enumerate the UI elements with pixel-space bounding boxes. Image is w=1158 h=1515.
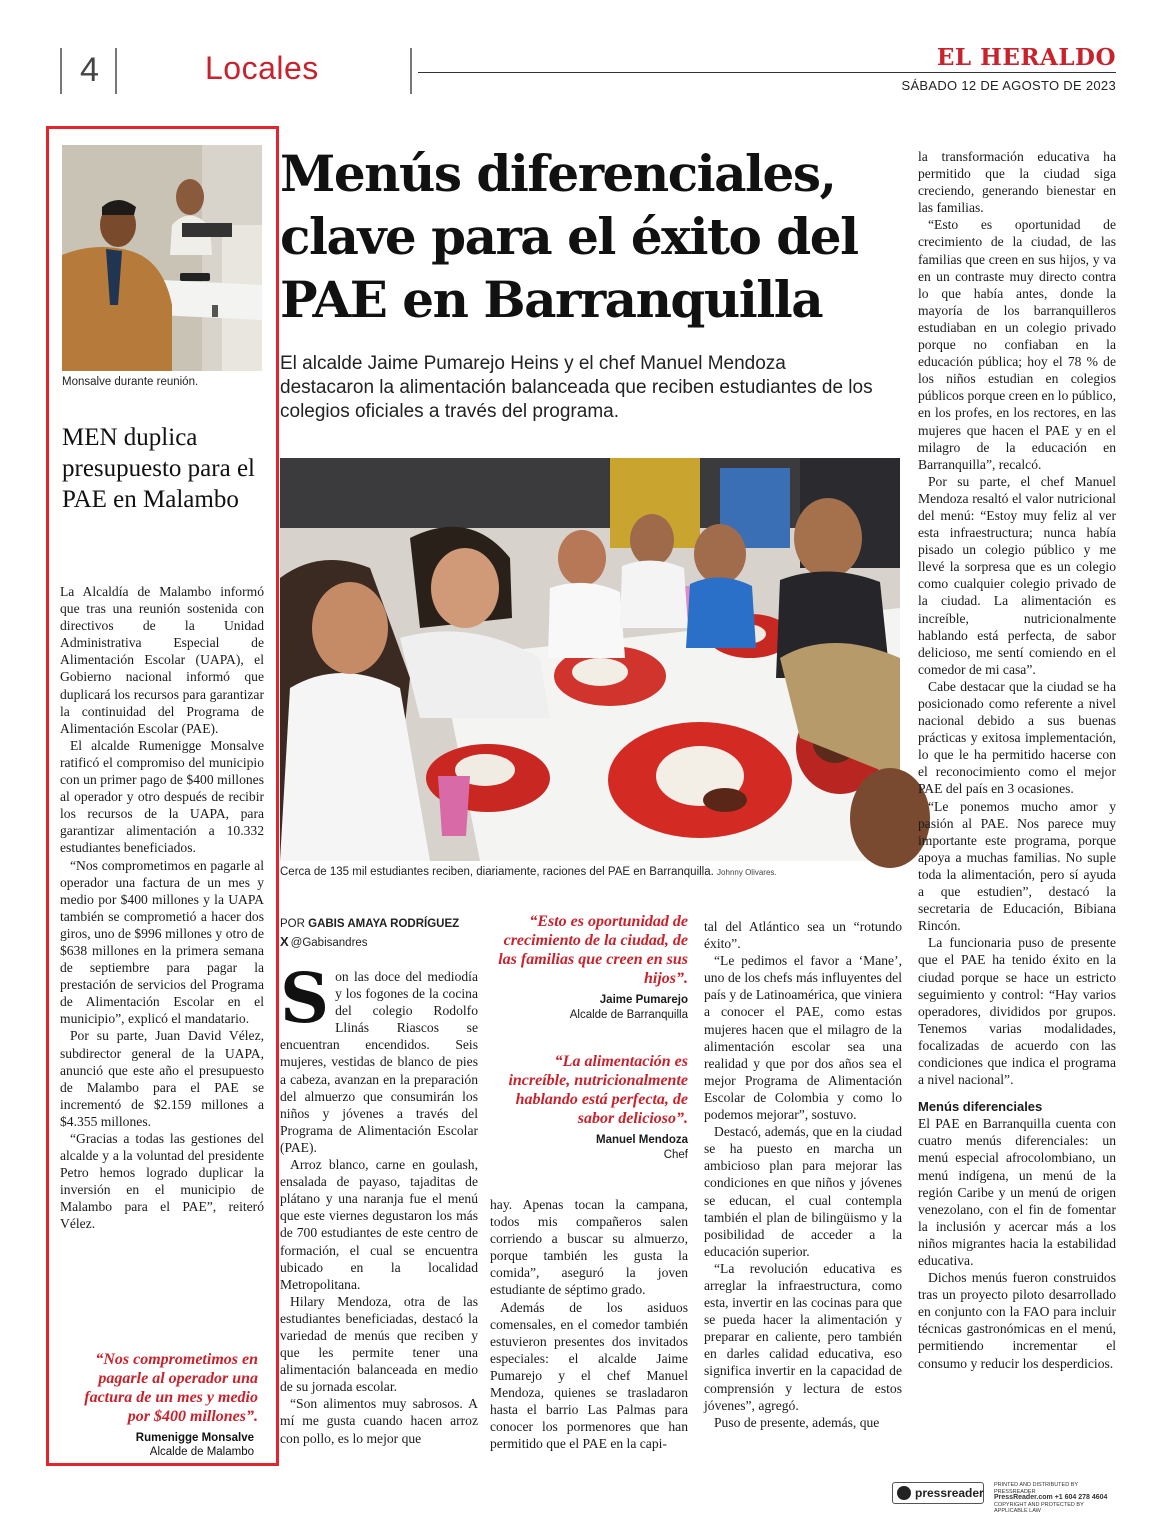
pull-quote-2: “La alimentación es increíble, nutricionalmente hablando está perfecta, de sabor delicioso”. <box>508 1053 688 1127</box>
article-paragraph: El PAE en Barranquilla cuenta con cuatro menús diferenciales: un menú especial afrocolombiano, un menú indígena, un menú de la región Caribe y un menú de origen venezolano, con el fin de fomentar la inclusión y acercar más a los niños migrantes hacia la estabilidad educativa. <box>918 1116 1116 1268</box>
newspaper-name: EL HERALDO <box>936 44 1116 71</box>
pressreader-logo[interactable] <box>892 1482 984 1504</box>
article-paragraph: Hilary Mendoza, otra de las estudiantes beneficiadas, destacó la variedad de menús que reciben y que les permite tener una alimentación balanceada en medio de su jornada escolar. <box>280 1293 478 1395</box>
sidebar-title: MEN duplica presupuesto para el PAE en Malambo <box>62 424 255 513</box>
sidebar-body <box>60 583 264 1233</box>
article-headline: Menús diferenciales, clave para el éxito del PAE en Barranquilla <box>280 144 858 329</box>
pressreader-line-3: COPYRIGHT AND PROTECTED BY APPLICABLE LAW <box>994 1501 1084 1515</box>
lead-text: on las doce del mediodía y los fogones de la cocina del colegio Rodolfo Llinás Riascos se encuentran encendidos. Seis mujeres, vestidas de blanco de pies a cabeza, avanzan en la preparación del almuerzo que consumirán los niños y jóvenes a través del Programa de Alimentación Escolar (PAE). <box>280 969 478 1155</box>
sidebar-paragraph: La Alcaldía de Malambo informó que tras una reunión sostenida con directivos de la Unidad Administrativa Especial de Alimentación Escolar (UAPA), el Gobierno nacional informó que duplicará los recursos para garantizar la continuidad del Programa de Alimentación Escolar (PAE). <box>60 584 264 736</box>
page-number: 4 <box>60 48 117 94</box>
article-column-3 <box>704 918 902 1431</box>
pressreader-notice <box>994 1482 1118 1515</box>
article-paragraph: Por su parte, el chef Manuel Mendoza resaltó el valor nutricional del menú: “Estoy muy feliz al ver esta infraestructura; nunca había pisado un colegio público y me llevé la sorpresa que es un colegio como cualquier colegio privado de la ciudad. La alimentación es increíble, nutricionalmente hablando está perfecta, de sabor delicioso, me sentí comiendo en el comedor de mi casa”. <box>918 473 1116 677</box>
article-paragraph: “Le pedimos el favor a ‘Mane’, uno de los chefs más influyentes del país y de Latinoamérica, que viniera a conocer el PAE, como estas mujeres hacen que el milagro de la alimentación escolar sea una realidad y que por dos años sea el mejor Programa de Alimentación Escolar de Colombia y como lo podemos mejorar”, sostuvo. <box>704 953 902 1123</box>
sidebar-paragraph: El alcalde Rumenigge Monsalve ratificó el compromiso del municipio con un primer pago de $400 millones al operador y otro después de recibir los recursos de la UAPA, para garantizar alimentación a 10.332 estudiantes beneficiados. <box>60 737 264 856</box>
article-photo-caption <box>280 866 900 878</box>
pull-quote-1: “Esto es oportunidad de crecimiento de la ciudad, de las familias que creen en sus hijos”. <box>498 913 688 987</box>
drop-cap: S <box>280 959 330 1039</box>
article-paragraph: “Esto es oportunidad de crecimiento de la ciudad, de las familias que creen en sus hijos, y va en un contraste muy directo contra lo que había antes, donde la mayoría de los barranquilleros estudiaban en un colegio privado porque no confiaban en la educación pública; hoy el 78 % de los niños estudian en colegios públicos porque creen en lo público, en los profes, en los rectores, en las mujeres que hacen el PAE y en el milagro de la educación en Barranquilla”, recalcó. <box>918 217 1116 472</box>
sidebar-paragraph: Por su parte, Juan David Vélez, subdirector general de la UAPA, anunció que este año el presupuesto de Malambo para el PAE se incrementó de $2.159 millones a $4.355 millones. <box>60 1028 264 1129</box>
header-divider <box>410 48 412 94</box>
pull-quote-1-name: Jaime Pumarejo <box>599 994 688 1006</box>
article-paragraph: Arroz blanco, carne en goulash, ensalada de payaso, tajaditas de plátano y una naranja fue el menú que este viernes degustaron los más de 700 estudiantes de este centro de formación, el cual se encuentra ubicado en la localidad Metropolitana. <box>280 1157 478 1292</box>
pressreader-line-2: PressReader.com +1 604 278 4604 <box>994 1494 1108 1502</box>
sidebar-photo <box>62 145 262 371</box>
pressreader-icon <box>897 1486 911 1500</box>
article-paragraph: la transformación educativa ha permitido que la ciudad siga creciendo, generando bienestar en las familias. <box>918 149 1116 216</box>
article-paragraph: Dichos menús fueron construidos tras un proyecto piloto desarrollado en conjunto con la FAO para incluir técnicas gastronómicas en el menú, permitiendo incrementar el consumo y reducir los desperdicios. <box>918 1270 1116 1371</box>
article-paragraph: La funcionaria puso de presente que el PAE ha tenido éxito en la ciudad porque se hace un estricto seguimiento y control: “Hay varios operadores, divididos por grupos. Tenemos varias modalidades, focalizadas de acuerdo con las condiciones que indica el programa a nivel nacional”. <box>918 935 1116 1088</box>
pull-quote-2-role: Chef <box>663 1149 688 1161</box>
x-logo-icon: X <box>280 934 289 949</box>
handle-text: @Gabisandres <box>290 937 368 949</box>
article-paragraph: “Son alimentos muy sabrosos. A mí me gusta cuando hacen arroz con pollo, es lo mejor que <box>280 1396 478 1446</box>
article-paragraph: Cabe destacar que la ciudad se ha posicionado como referente a nivel nacional debido a sus buenas prácticas y exitosa implementación, lo que le ha permitido hacerse con el reconocimiento como el mejor PAE del país en 3 ocasiones. <box>918 678 1116 797</box>
sidebar-quote-role: Alcalde de Malambo <box>149 1446 254 1458</box>
article-photo <box>280 458 900 861</box>
article-paragraph: Destacó, además, que en la ciudad se ha puesto en marcha un ambicioso plan para mejorar las condiciones en que niños y jóvenes se educan, el cual contempla también el plan de bilingüismo y la posibilidad de acceder a la educación superior. <box>704 1124 902 1259</box>
caption-text: Cerca de 135 mil estudiantes reciben, diariamente, raciones del PAE en Barranquilla. <box>280 866 714 878</box>
sidebar-paragraph: “Nos comprometimos en pagarle al operador una factura de un mes y medio por $400 millones y la UAPA también se comprometió a hacer dos giros, uno de $996 millones y otro de $638 millones en la primera semana de septiembre para pagar la prestación de servicios del Programa de Alimentación Escolar en el municipio”, explicó el mandatario. <box>60 857 264 1027</box>
photo-credit: Johnny Olivares. <box>717 868 777 877</box>
pull-quote-1-role: Alcalde de Barranquilla <box>569 1009 688 1021</box>
lead-paragraph <box>280 959 478 1156</box>
pull-quote-2-name: Manuel Mendoza <box>595 1134 688 1146</box>
section-name: Locales <box>205 50 319 86</box>
author-handle[interactable] <box>280 934 368 949</box>
sidebar-photo-caption: Monsalve durante reunión. <box>62 376 199 388</box>
article-paragraph: “Le ponemos mucho amor y pasión al PAE. Nos parece muy importante este programa, porque apoya a muchas familias. No suple toda la alimentación, pero sí ayuda a que estudien”, destacó la secretaria de Educación, Bibiana Rincón. <box>918 798 1116 934</box>
article-column-4 <box>918 148 1116 1372</box>
pressreader-logo-text: pressreader <box>915 1486 984 1500</box>
article-paragraph: Además de los asiduos comensales, en el comedor también estuvieron presentes dos invitados especiales: el alcalde Jaime Pumarejo y el chef Manuel Mendoza, quienes se trasladaron hasta el barrio Las Palmas para conocer los pormenores que han permitido que el PAE en la capi- <box>490 1299 688 1452</box>
article-paragraph: “La revolución educativa es arreglar la infraestructura, como esta, invertir en las cocinas para que se pueda hacer la alimentación y preparar en caliente, pero también en darles calidad educativa, eso significa invertir en la capacidad de comprensión y lectura de estos jóvenes”, agregó. <box>704 1260 902 1413</box>
byline <box>280 918 459 930</box>
article-paragraph: Puso de presente, además, que <box>714 1414 880 1430</box>
author-name: GABIS AMAYA RODRÍGUEZ <box>308 918 460 930</box>
pressreader-line-1: PRINTED AND DISTRIBUTED BY PRESSREADER <box>994 1482 1078 1495</box>
sidebar-pull-quote: “Nos comprometimos en pagarle al operador una factura de un mes y medio por $400 millones”. <box>84 1351 258 1425</box>
article-paragraph: hay. Apenas tocan la campana, todos mis compañeros salen corriendo a buscar su almuerzo, porque también les gusta la comida”, aseguró la joven estudiante de séptimo grado. <box>490 1197 688 1298</box>
header-rule <box>418 72 1116 73</box>
article-subhead: Menús diferenciales <box>918 1099 1043 1115</box>
article-deck: El alcalde Jaime Pumarejo Heins y el chef Manuel Mendoza destacaron la alimentación balanceada que reciben estudiantes de los colegios oficiales a través del programa. <box>280 353 873 422</box>
article-column-1 <box>280 959 478 1447</box>
article-paragraph: tal del Atlántico sea un “rotundo éxito”. <box>704 919 902 952</box>
sidebar-quote-name: Rumenigge Monsalve <box>135 1432 254 1444</box>
article-column-2 <box>490 1196 688 1452</box>
issue-date: SÁBADO 12 DE AGOSTO DE 2023 <box>901 78 1116 93</box>
byline-prefix: POR <box>280 918 305 930</box>
sidebar-paragraph: “Gracias a todas las gestiones del alcalde y a la voluntad del presidente Petro hemos logrado duplicar la inversión en el municipio de Malambo para el PAE”, reiteró Vélez. <box>60 1131 264 1232</box>
